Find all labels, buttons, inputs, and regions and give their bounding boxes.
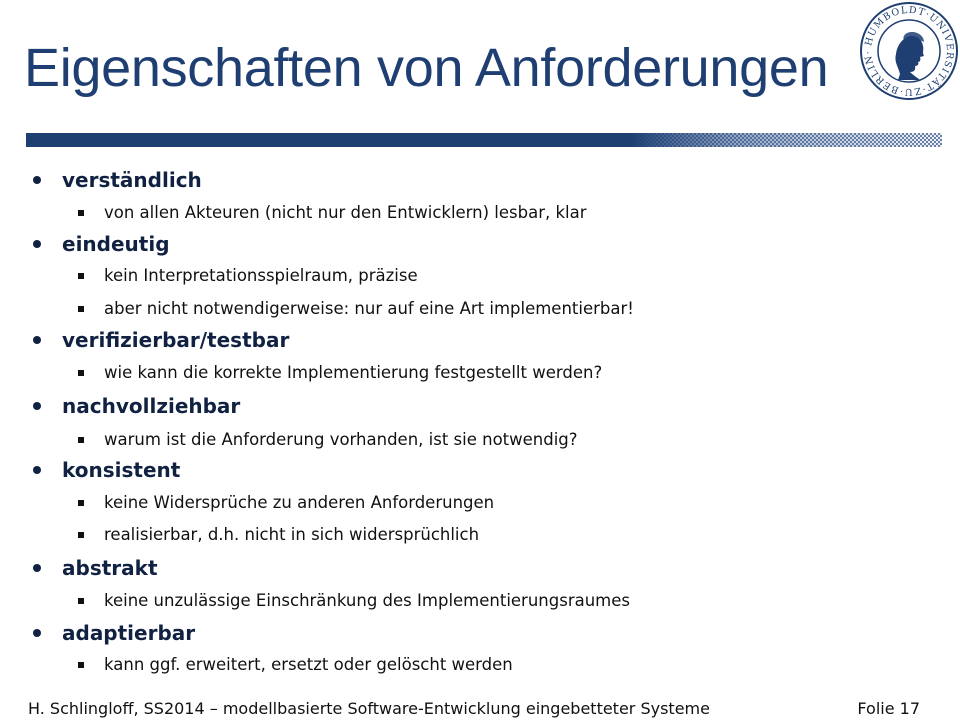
- sub-bullet: kann ggf. erweitert, ersetzt oder gelöscht werden: [104, 653, 513, 677]
- footer-author-course: H. Schlingloff, SS2014 – modellbasierte Software-Entwicklung eingebetteter Systeme: [28, 699, 710, 718]
- slide-title: Eigenschaften von Anforderungen: [24, 38, 829, 98]
- sub-bullet: keine unzulässige Einschränkung des Implementierungsraumes: [104, 589, 630, 613]
- bullet-konsistent: konsistent: [62, 458, 181, 482]
- bullet-verstaendlich: verständlich: [62, 168, 202, 192]
- svg-text:HUMBOLDT·UNIVERSITÄT·ZU·BERLIN: HUMBOLDT·UNIVERSITÄT·ZU·BERLIN·: [862, 4, 956, 98]
- bullet-verifizierbar: verifizierbar/testbar: [62, 328, 290, 352]
- bullet-abstrakt: abstrakt: [62, 556, 158, 580]
- bullet-eindeutig: eindeutig: [62, 232, 170, 256]
- sub-bullet: warum ist die Anforderung vorhanden, ist sie notwendig?: [104, 428, 578, 452]
- sub-bullet: aber nicht notwendigerweise: nur auf eine Art implementierbar!: [104, 297, 634, 321]
- sub-bullet: realisierbar, d.h. nicht in sich widersprüchlich: [104, 523, 479, 547]
- sub-bullet: keine Widersprüche zu anderen Anforderungen: [104, 491, 494, 515]
- sub-bullet: wie kann die korrekte Implementierung festgestellt werden?: [104, 361, 602, 385]
- sub-bullet: von allen Akteuren (nicht nur den Entwicklern) lesbar, klar: [104, 201, 587, 225]
- bullet-nachvollziehbar: nachvollziehbar: [62, 394, 241, 418]
- sub-bullet: kein Interpretationsspielraum, präzise: [104, 264, 418, 288]
- footer-slide-number: Folie 17: [857, 699, 920, 718]
- bullet-adaptierbar: adaptierbar: [62, 621, 196, 645]
